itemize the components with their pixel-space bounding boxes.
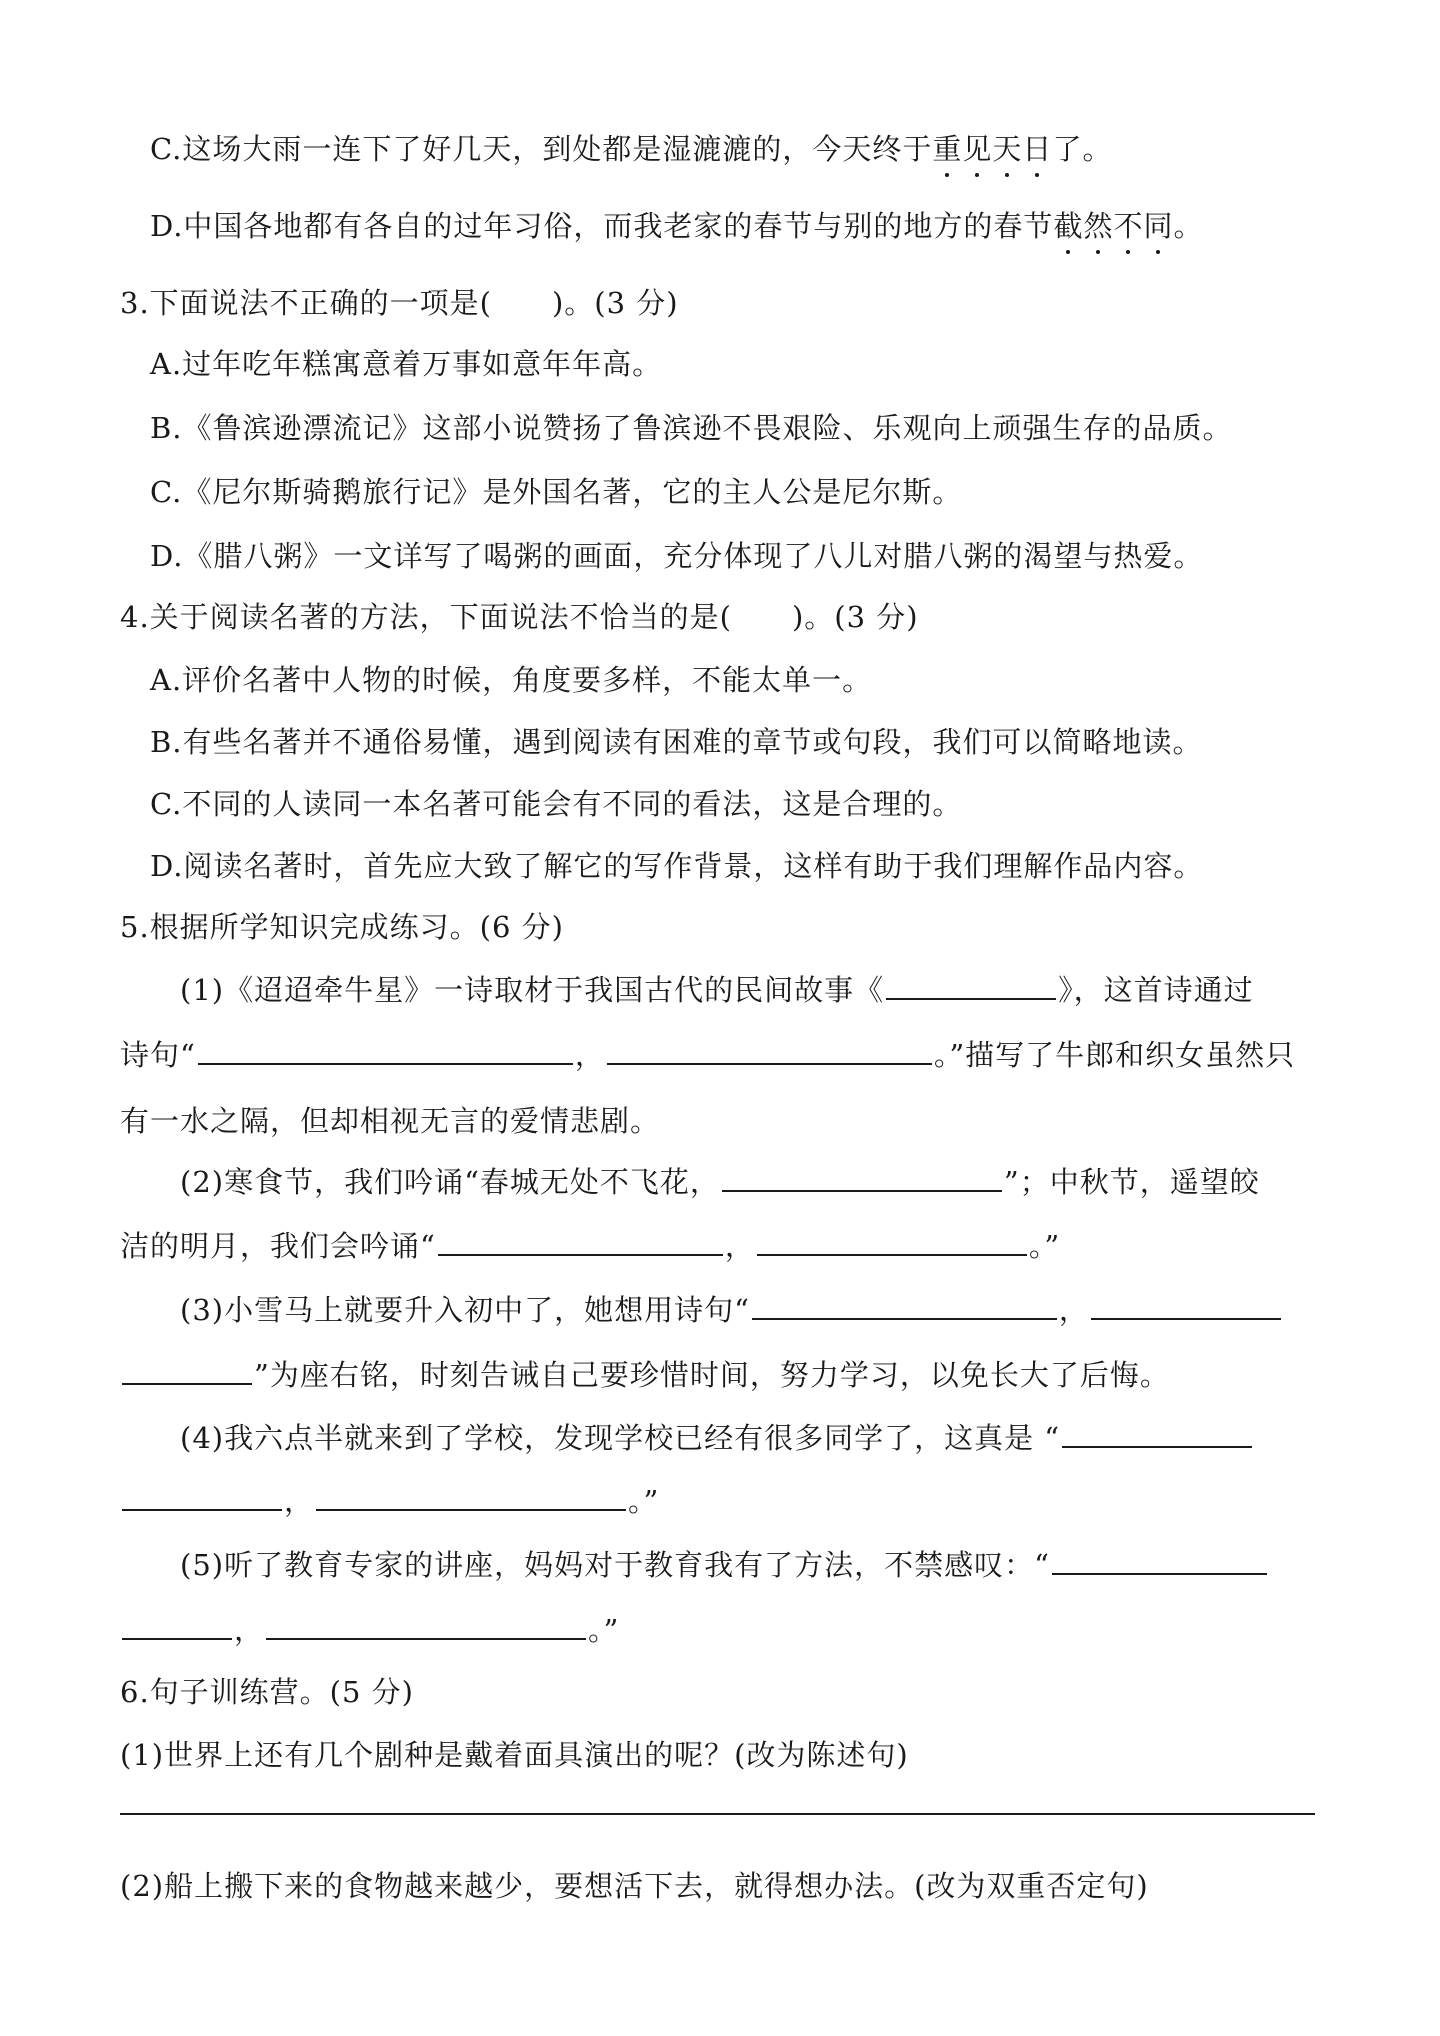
q5-part2-line2: 洁的明月，我们会吟诵“ ， 。” [120,1229,1061,1263]
answer-blank[interactable] [752,1292,1057,1320]
dotted-char: 不 [1113,206,1143,246]
q4-option-c: C.不同的人读同一本名著可能会有不同的看法，这是合理的。 [150,787,963,821]
q4-option-b: B.有些名著并不通俗易懂，遇到阅读有困难的章节或句段，我们可以简略地读。 [150,725,1203,759]
answer-line[interactable] [120,1813,1315,1815]
q6-sentence-2: (2)船上搬下来的食物越来越少，要想活下去，就得想办法。(改为双重否定句) [120,1869,1149,1903]
answer-blank[interactable] [438,1228,723,1256]
dotted-char: 见 [962,129,992,169]
answer-blank[interactable] [122,1357,252,1385]
answer-blank[interactable] [757,1228,1027,1256]
answer-blank[interactable] [722,1164,1002,1192]
q2-option-c: C.这场大雨一连下了好几天，到处都是湿漉漉的，今天终于重见天日了。 [150,129,1112,169]
q5-part4-line1: (4)我六点半就来到了学校，发现学校已经有很多同学了，这真是 “ [180,1418,1254,1458]
q5-part5-line1: (5)听了教育专家的讲座，妈妈对于教育我有了方法，不禁感叹：“ [180,1545,1269,1585]
q3-option-d: D.《腊八粥》一文详写了喝粥的画面，充分体现了八儿对腊八粥的渴望与热爱。 [150,539,1204,573]
q4-stem: 4.关于阅读名著的方法，下面说法不恰当的是( )。(3 分) [120,600,919,634]
q5-part4-line2: ， 。” [120,1481,659,1521]
dotted-char: 截 [1053,206,1083,246]
answer-blank[interactable] [316,1483,626,1511]
q5-part1-line1: (1)《迢迢牵牛星》一诗取材于我国古代的民间故事《 》，这首诗通过 [180,973,1254,1007]
q3-option-a: A.过年吃年糕寓意着万事如意年年高。 [150,347,663,381]
answer-blank[interactable] [198,1037,573,1065]
dotted-char: 天 [992,129,1022,169]
q3-option-b: B.《鲁滨逊漂流记》这部小说赞扬了鲁滨逊不畏艰险、乐观向上顽强生存的品质。 [150,411,1233,445]
q5-part3-line2: ”为座右铭，时刻告诫自己要珍惜时间，努力学习，以免长大了后悔。 [120,1355,1170,1395]
q5-part1-line2: 诗句“ ， 。”描写了牛郎和织女虽然只 [120,1038,1296,1072]
dotted-char: 然 [1083,206,1113,246]
answer-blank[interactable] [886,972,1056,1000]
answer-blank[interactable] [607,1037,932,1065]
q6-sentence-1: (1)世界上还有几个剧种是戴着面具演出的呢？(改为陈述句) [120,1738,909,1772]
q4-option-a: A.评价名著中人物的时候，角度要多样，不能太单一。 [150,663,873,697]
q5-part5-line2: ， 。” [120,1610,619,1650]
q3-stem: 3.下面说法不正确的一项是( )。(3 分) [120,286,679,320]
answer-blank[interactable] [266,1612,586,1640]
q5-part2-line1: (2)寒食节，我们吟诵“春城无处不飞花， ”；中秋节，遥望皎 [180,1165,1260,1199]
dotted-char: 同 [1143,206,1173,246]
q2-option-d: D.中国各地都有各自的过年习俗，而我老家的春节与别的地方的春节截然不同。 [150,206,1204,246]
q4-option-d: D.阅读名著时，首先应大致了解它的写作背景，这样有助于我们理解作品内容。 [150,849,1204,883]
dotted-char: 重 [932,129,962,169]
q5-stem: 5.根据所学知识完成练习。(6 分) [120,910,564,944]
answer-blank[interactable] [1091,1292,1281,1320]
q5-part1-line3: 有一水之隔，但却相视无言的爱情悲剧。 [120,1104,661,1138]
answer-blank[interactable] [122,1483,282,1511]
answer-blank[interactable] [122,1612,232,1640]
q5-part3-line1: (3)小雪马上就要升入初中了，她想用诗句“ ， [180,1290,1283,1330]
q3-option-c: C.《尼尔斯骑鹅旅行记》是外国名著，它的主人公是尼尔斯。 [150,475,963,509]
answer-blank[interactable] [1062,1420,1252,1448]
q6-stem: 6.句子训练营。(5 分) [120,1675,414,1709]
answer-blank[interactable] [1052,1547,1267,1575]
dotted-char: 日 [1022,129,1052,169]
